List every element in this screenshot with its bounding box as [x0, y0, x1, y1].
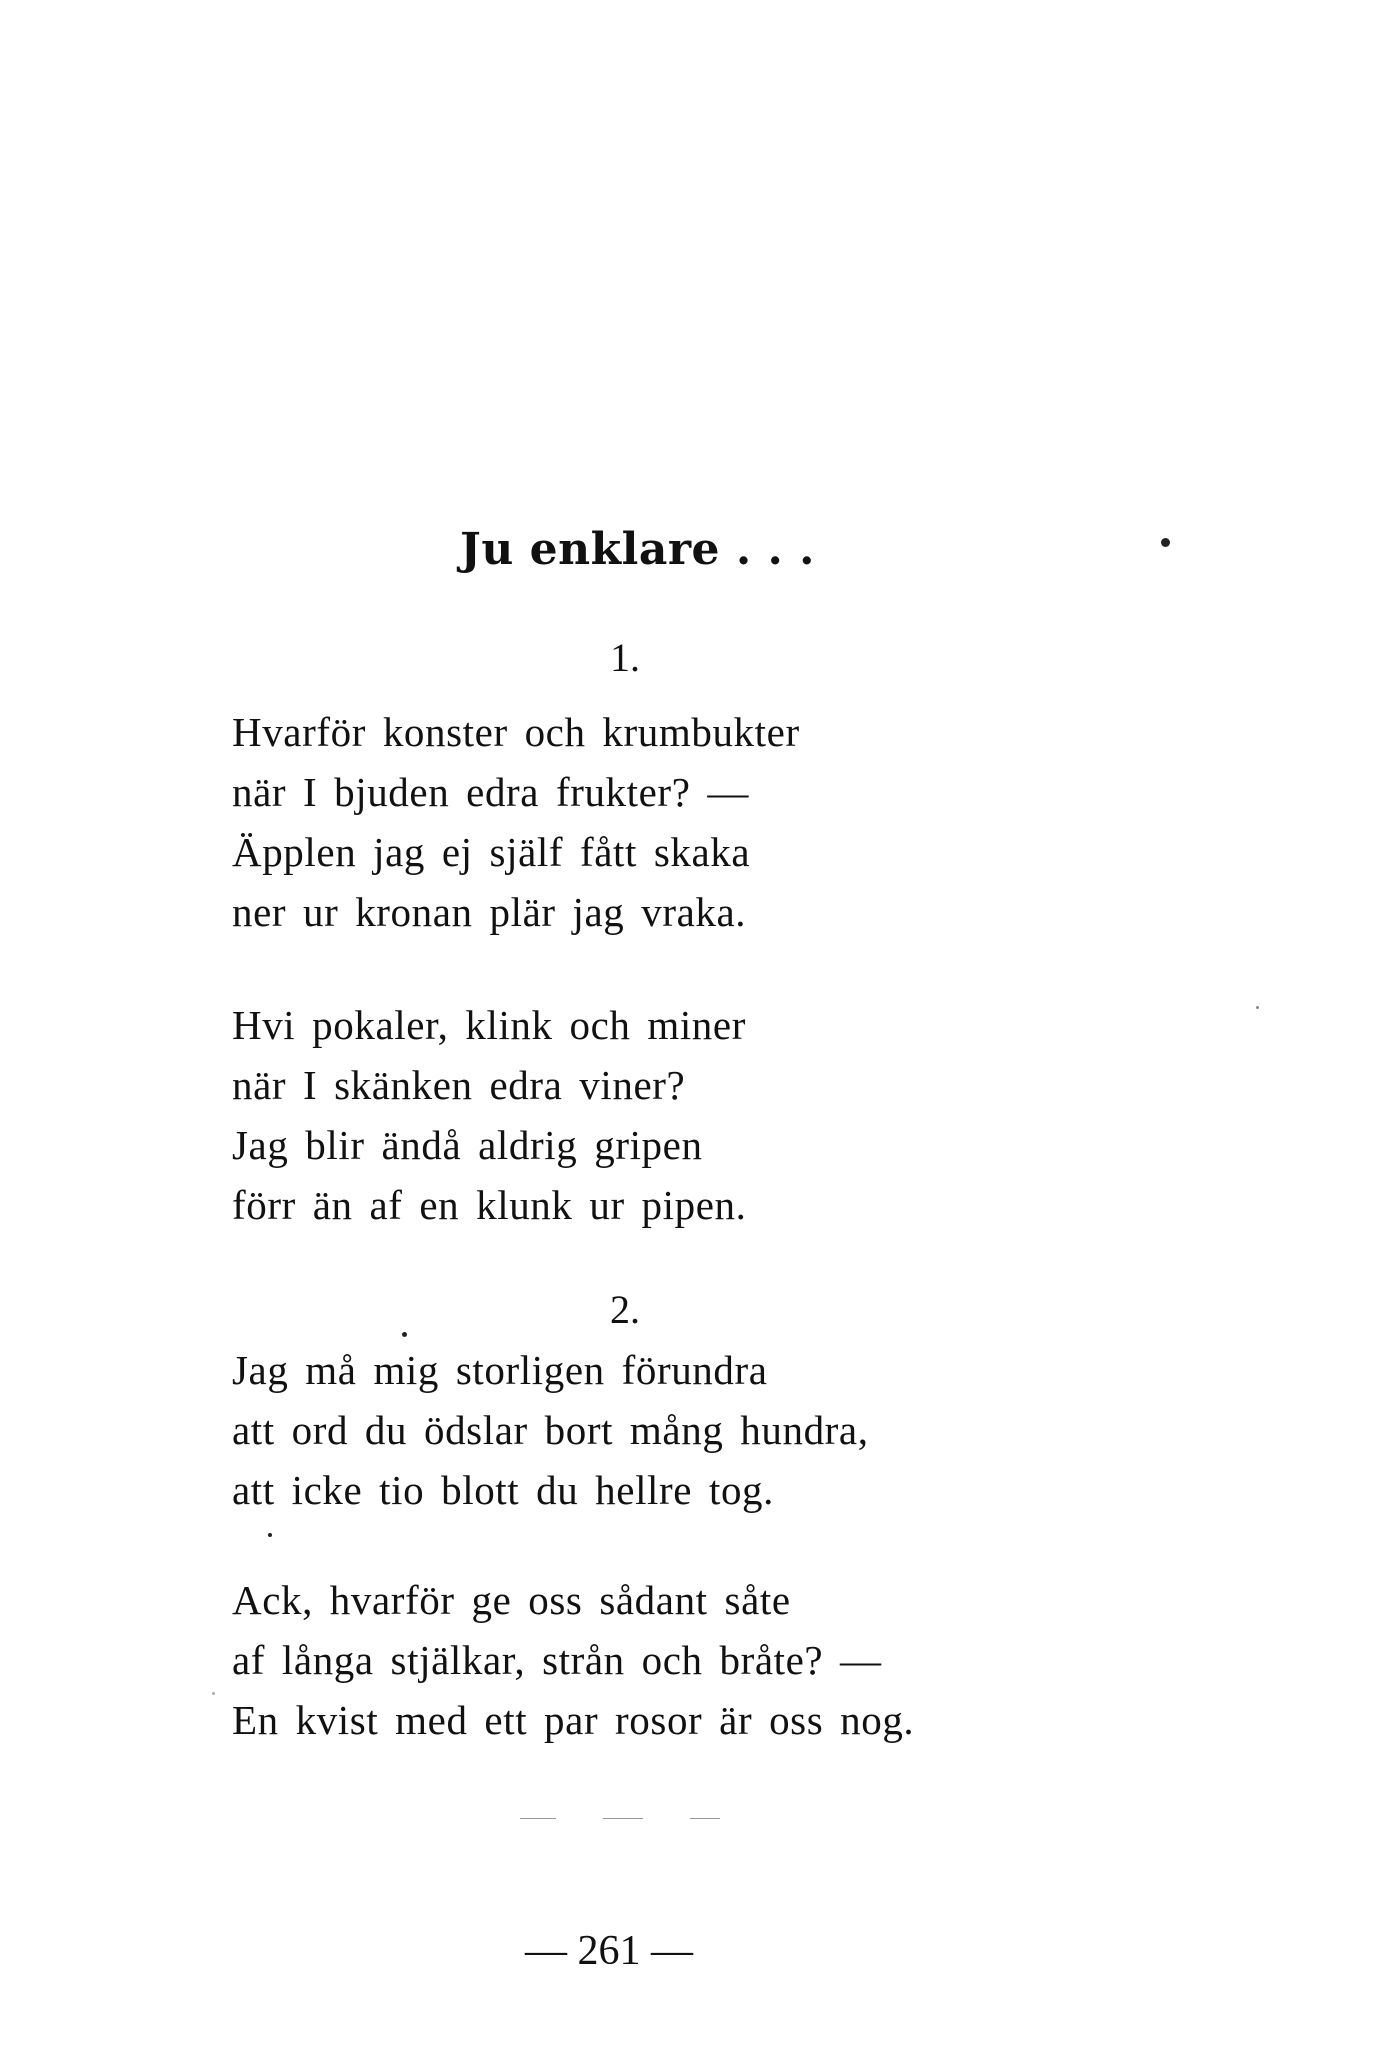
verse-line: af långa stjälkar, strån och bråte? —: [232, 1637, 882, 1683]
ink-speck: [402, 1332, 407, 1337]
verse-line: när I skänken edra viner?: [232, 1062, 686, 1108]
verse-line: när I bjuden edra frukter? —: [232, 769, 749, 815]
verse-line: förr än af en klunk ur pipen.: [232, 1182, 747, 1228]
verse-line: att icke tio blott du hellre tog.: [232, 1467, 774, 1513]
separator-dash: [603, 1818, 643, 1819]
separator-dash: [520, 1818, 556, 1819]
verse-line: Ack, hvarför ge oss sådant såte: [232, 1577, 791, 1623]
verse-line: Jag blir ändå aldrig gripen: [232, 1122, 703, 1168]
verse-line: ner ur kronan plär jag vraka.: [232, 889, 747, 935]
page-number: — 261 —: [525, 1928, 693, 1974]
ink-speck: [1256, 1006, 1259, 1009]
verse-line: Hvi pokaler, klink och miner: [232, 1002, 746, 1048]
poem-title: Ju enklare . . .: [460, 524, 815, 575]
section-number-2: 2.: [610, 1287, 640, 1332]
separator-dash: [690, 1818, 720, 1819]
ink-speck: [212, 1692, 215, 1695]
verse-line: att ord du ödslar bort mång hundra,: [232, 1407, 869, 1453]
verse-line: Äpplen jag ej själf fått skaka: [232, 829, 751, 875]
verse-line: Jag må mig storligen förundra: [232, 1347, 768, 1393]
stanza-4: [232, 1570, 914, 1750]
section-number-1: 1.: [610, 635, 640, 680]
end-separator: [520, 1818, 720, 1819]
ink-speck: [268, 1533, 272, 1537]
stanza-1: [232, 702, 800, 942]
verse-line: Hvarför konster och krumbukter: [232, 709, 800, 755]
stanza-3: [232, 1340, 869, 1520]
ink-speck: [1161, 538, 1170, 547]
verse-line: En kvist med ett par rosor är oss nog.: [232, 1697, 915, 1743]
stanza-2: [232, 995, 747, 1235]
